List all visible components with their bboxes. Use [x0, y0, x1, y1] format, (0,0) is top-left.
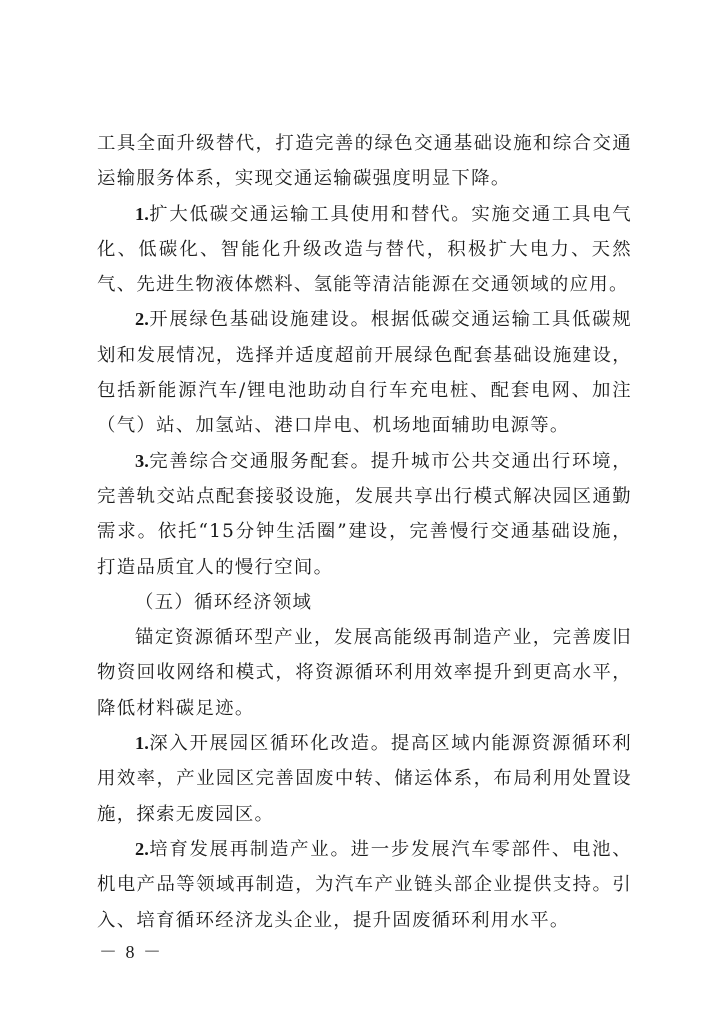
- list-item-remanufacturing: [97, 832, 632, 938]
- list-item-low-carbon-vehicles: [97, 197, 632, 303]
- item-text: 完善综合交通服务配套。提升城市公共交通出行环境，完善轨交站点配套接驳设施，发展共享出行模式解决园区通勤需求。依托“15分钟生活圈”建设，完善慢行交通基础设施，打造品质宜人的慢行空间。: [97, 450, 632, 578]
- list-item-green-infrastructure: [97, 302, 632, 443]
- paragraph-intro: 工具全面升级替代，打造完善的绿色交通基础设施和综合交通运输服务体系，实现交通运输碳强度明显下降。: [97, 133, 632, 190]
- item-number: 2.: [135, 838, 149, 859]
- page-number: － 8 －: [99, 942, 163, 962]
- item-number: 3.: [135, 450, 149, 471]
- item-number: 2.: [135, 309, 149, 330]
- item-number: 1.: [135, 203, 149, 224]
- item-number: 1.: [135, 733, 149, 754]
- paragraph-circular-intro: 锚定资源循环型产业，发展高能级再制造产业，完善废旧物资回收网络和模式，将资源循环利用效率提升到更高水平，降低材料碳足迹。: [97, 627, 632, 719]
- section-heading-circular-economy: （五）循环经济领域: [135, 591, 313, 613]
- item-text: 扩大低碳交通运输工具使用和替代。实施交通工具电气化、低碳化、智能化升级改造与替代，积极扩大电力、天然气、先进生物液体燃料、氢能等清洁能源在交通领域的应用。: [97, 203, 632, 296]
- list-item-park-recycling: [97, 726, 632, 832]
- list-item-transport-services: [97, 444, 632, 585]
- item-text: 深入开展园区循环化改造。提高区域内能源资源循环利用效率，产业园区完善固废中转、储运体系，布局利用处置设施，探索无废园区。: [97, 733, 632, 825]
- document-body: [97, 126, 632, 938]
- item-text: 开展绿色基础设施建设。根据低碳交通运输工具低碳规划和发展情况，选择并适度超前开展绿色配套基础设施建设，包括新能源汽车/锂电池助动自行车充电桩、配套电网、加注（气）站、加氢站、港口岸电、机场地面辅助电源等。: [97, 309, 632, 437]
- item-text: 培育发展再制造产业。进一步发展汽车零部件、电池、机电产品等领域再制造，为汽车产业链头部企业提供支持。引入、培育循环经济龙头企业，提升固废循环利用水平。: [97, 838, 632, 931]
